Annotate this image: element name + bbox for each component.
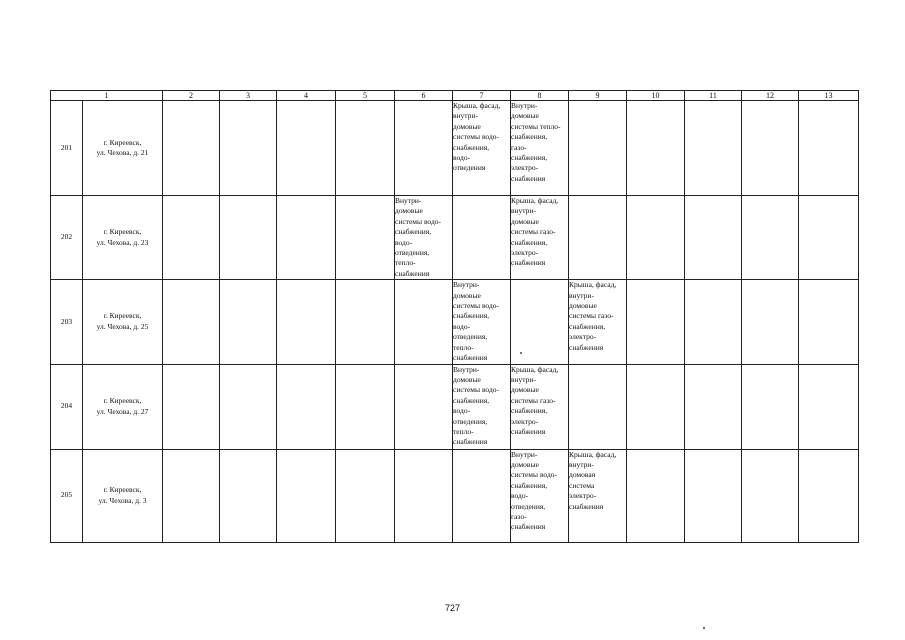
work-text-line: системы водо- bbox=[395, 216, 442, 226]
table-row bbox=[51, 101, 859, 196]
header-row bbox=[51, 91, 859, 101]
work-text-line: водо- bbox=[511, 491, 529, 501]
column-header: 7 bbox=[453, 91, 511, 101]
work-text-line: снабжения bbox=[395, 268, 430, 278]
col-9-cell bbox=[569, 364, 627, 449]
col-11-cell bbox=[685, 364, 742, 449]
col-4-cell bbox=[277, 449, 336, 542]
work-text-line: тепло- bbox=[453, 426, 474, 436]
column-header: 5 bbox=[336, 91, 395, 101]
col-2-cell bbox=[163, 101, 220, 196]
col-3-cell bbox=[220, 364, 277, 449]
work-text-line: снабжения, bbox=[511, 480, 548, 490]
col-8-cell bbox=[511, 101, 569, 196]
work-text-line: тепло- bbox=[453, 342, 474, 352]
col-5-cell bbox=[336, 196, 395, 280]
table-row bbox=[51, 364, 859, 449]
work-text-line: снабжения, bbox=[511, 237, 548, 247]
address-cell bbox=[83, 196, 163, 280]
work-text-line: Внутри- bbox=[395, 196, 422, 205]
row-number: 202 bbox=[51, 196, 83, 280]
address-line: ул. Чехова, д. 23 bbox=[96, 237, 149, 247]
work-text-line: внутри- bbox=[569, 459, 594, 469]
col-11-cell bbox=[685, 196, 742, 280]
work-text-line: домовые bbox=[511, 385, 539, 395]
col-12-cell bbox=[742, 101, 799, 196]
column-header: 13 bbox=[799, 91, 859, 101]
work-text-line: снабжения, bbox=[395, 227, 432, 237]
address-line: г. Киреевск, bbox=[103, 396, 142, 406]
col-5-cell bbox=[336, 364, 395, 449]
row-number: 203 bbox=[51, 280, 83, 364]
page-number: 727 bbox=[444, 603, 461, 613]
work-text-line: домовые bbox=[511, 111, 539, 121]
col-10-cell bbox=[627, 280, 685, 364]
col-6-cell bbox=[395, 364, 453, 449]
scan-speck bbox=[520, 352, 522, 354]
address-line: ул. Чехова, д. 27 bbox=[96, 406, 149, 416]
col-12-cell bbox=[742, 449, 799, 542]
col-7-cell bbox=[453, 364, 511, 449]
column-header: 11 bbox=[685, 91, 742, 101]
work-text-line: электро- bbox=[569, 491, 597, 501]
work-text-line: снабжения bbox=[511, 173, 546, 183]
address-line: ул. Чехова, д. 21 bbox=[96, 148, 149, 157]
column-header: 1 bbox=[51, 91, 163, 101]
address-line: ул. Чехова, д. 3 bbox=[98, 495, 147, 505]
col-4-cell bbox=[277, 196, 336, 280]
col-13-cell bbox=[799, 364, 859, 449]
work-text-line: снабжения, bbox=[511, 406, 548, 416]
work-text-line: системы водо- bbox=[453, 385, 500, 395]
work-text-line: отведения, bbox=[395, 248, 430, 258]
work-text-line: домовые bbox=[453, 374, 481, 384]
col-12-cell bbox=[742, 280, 799, 364]
col-2-cell bbox=[163, 196, 220, 280]
work-text-line: снабжения, bbox=[453, 311, 490, 321]
work-text-line: домовые bbox=[511, 216, 539, 226]
col-5-cell bbox=[336, 280, 395, 364]
col-11-cell bbox=[685, 280, 742, 364]
work-text-line: домовые bbox=[569, 301, 597, 311]
work-text-line: системы тепло- bbox=[511, 121, 561, 131]
col-11-cell bbox=[685, 449, 742, 542]
work-text-line: снабжения bbox=[511, 522, 546, 532]
col-12-cell bbox=[742, 364, 799, 449]
col-13-cell bbox=[799, 196, 859, 280]
col-2-cell bbox=[163, 280, 220, 364]
work-text-line: внутри- bbox=[453, 111, 478, 121]
work-text-line: Крыша, фасад, bbox=[453, 101, 501, 110]
work-text-line: системы газо- bbox=[511, 395, 556, 405]
work-text-line: газо- bbox=[511, 511, 527, 521]
work-text-line: Внутри- bbox=[511, 101, 538, 110]
table-row bbox=[51, 449, 859, 542]
col-9-cell bbox=[569, 280, 627, 364]
work-text-line: отведения, bbox=[453, 332, 488, 342]
col-9-cell bbox=[569, 101, 627, 196]
work-text-line: снабжения, bbox=[569, 321, 606, 331]
table-row bbox=[51, 280, 859, 364]
col-7-cell bbox=[453, 101, 511, 196]
work-text-line: домовые bbox=[453, 290, 481, 300]
work-text-line: Крыша, фасад, bbox=[569, 449, 617, 459]
work-text-line: отведения bbox=[453, 163, 486, 173]
col-8-cell bbox=[511, 280, 569, 364]
col-10-cell bbox=[627, 101, 685, 196]
work-text-line: Крыша, фасад, bbox=[569, 280, 617, 290]
work-text-line: домовые bbox=[453, 121, 481, 131]
col-4-cell bbox=[277, 101, 336, 196]
col-6-cell bbox=[395, 449, 453, 542]
work-text-line: водо- bbox=[395, 237, 413, 247]
col-8-cell bbox=[511, 364, 569, 449]
col-2-cell bbox=[163, 364, 220, 449]
address-line: г. Киреевск, bbox=[103, 311, 142, 321]
col-11-cell bbox=[685, 101, 742, 196]
work-text-line: отведения, bbox=[511, 501, 546, 511]
work-text-line: внутри- bbox=[511, 206, 536, 216]
col-13-cell bbox=[799, 280, 859, 364]
col-13-cell bbox=[799, 101, 859, 196]
address-cell bbox=[83, 449, 163, 542]
col-10-cell bbox=[627, 449, 685, 542]
address-cell bbox=[83, 280, 163, 364]
work-text-line: системы газо- bbox=[569, 311, 614, 321]
address-line: г. Киреевск, bbox=[103, 137, 142, 147]
col-10-cell bbox=[627, 364, 685, 449]
col-4-cell bbox=[277, 364, 336, 449]
work-text-line: отведения, bbox=[453, 416, 488, 426]
work-text-line: Внутри- bbox=[453, 280, 480, 290]
work-text-line: снабжения, bbox=[453, 142, 490, 152]
column-header: 6 bbox=[395, 91, 453, 101]
col-9-cell bbox=[569, 196, 627, 280]
col-5-cell bbox=[336, 449, 395, 542]
work-text-line: система bbox=[569, 480, 595, 490]
work-text-line: системы водо- bbox=[453, 301, 500, 311]
col-7-cell bbox=[453, 449, 511, 542]
column-header: 12 bbox=[742, 91, 799, 101]
work-text-line: водо- bbox=[453, 406, 471, 416]
work-text-line: снабжения bbox=[511, 426, 546, 436]
work-text-line: снабжения, bbox=[511, 153, 548, 163]
col-5-cell bbox=[336, 101, 395, 196]
work-text-line: снабжения bbox=[453, 353, 488, 363]
col-9-cell bbox=[569, 449, 627, 542]
col-7-cell bbox=[453, 196, 511, 280]
column-header: 3 bbox=[220, 91, 277, 101]
col-13-cell bbox=[799, 449, 859, 542]
work-text-line: системы водо- bbox=[511, 470, 558, 480]
work-text-line: электро- bbox=[511, 248, 539, 258]
work-text-line: домовые bbox=[511, 459, 539, 469]
work-text-line: внутри- bbox=[511, 374, 536, 384]
work-text-line: домовые bbox=[395, 206, 423, 216]
address-line: ул. Чехова, д. 25 bbox=[96, 321, 149, 331]
col-7-cell bbox=[453, 280, 511, 364]
col-2-cell bbox=[163, 449, 220, 542]
work-text-line: Крыша, фасад, bbox=[511, 364, 559, 374]
col-6-cell bbox=[395, 196, 453, 280]
column-header: 8 bbox=[511, 91, 569, 101]
work-text-line: электро- bbox=[511, 163, 539, 173]
col-3-cell bbox=[220, 196, 277, 280]
col-12-cell bbox=[742, 196, 799, 280]
work-text-line: снабжения bbox=[453, 437, 488, 447]
address-cell bbox=[83, 101, 163, 196]
work-text-line: тепло- bbox=[395, 258, 416, 268]
work-text-line: водо- bbox=[453, 321, 471, 331]
row-number: 204 bbox=[51, 364, 83, 449]
column-header: 9 bbox=[569, 91, 627, 101]
work-text-line: снабжения bbox=[511, 258, 546, 268]
column-header: 2 bbox=[163, 91, 220, 101]
work-text-line: снабжения bbox=[569, 342, 604, 352]
col-3-cell bbox=[220, 280, 277, 364]
work-text-line: снабжения, bbox=[453, 395, 490, 405]
col-8-cell bbox=[511, 449, 569, 542]
work-text-line: снабжения, bbox=[511, 132, 548, 142]
work-text-line: системы газо- bbox=[511, 227, 556, 237]
work-text-line: электро- bbox=[569, 332, 597, 342]
col-6-cell bbox=[395, 101, 453, 196]
work-text-line: электро- bbox=[511, 416, 539, 426]
work-text-line: внутри- bbox=[569, 290, 594, 300]
col-4-cell bbox=[277, 280, 336, 364]
address-cell bbox=[83, 364, 163, 449]
work-text-line: системы водо- bbox=[453, 132, 500, 142]
work-text-line: Внутри- bbox=[511, 449, 538, 459]
work-text-line: Крыша, фасад, bbox=[511, 196, 559, 205]
col-3-cell bbox=[220, 101, 277, 196]
address-line: г. Киреевск, bbox=[103, 485, 142, 495]
row-number: 205 bbox=[51, 449, 83, 542]
row-number: 201 bbox=[51, 101, 83, 196]
col-10-cell bbox=[627, 196, 685, 280]
scan-speck bbox=[703, 627, 705, 629]
column-header: 10 bbox=[627, 91, 685, 101]
col-8-cell bbox=[511, 196, 569, 280]
work-text-line: водо- bbox=[453, 153, 471, 163]
work-text-line: газо- bbox=[511, 142, 527, 152]
work-text-line: Внутри- bbox=[453, 364, 480, 374]
address-line: г. Киреевск, bbox=[103, 227, 142, 237]
col-3-cell bbox=[220, 449, 277, 542]
work-text-line: снабжения bbox=[569, 501, 604, 511]
schedule-table bbox=[50, 90, 859, 543]
work-text-line: домовая bbox=[569, 470, 596, 480]
column-header: 4 bbox=[277, 91, 336, 101]
table-row bbox=[51, 196, 859, 280]
col-6-cell bbox=[395, 280, 453, 364]
